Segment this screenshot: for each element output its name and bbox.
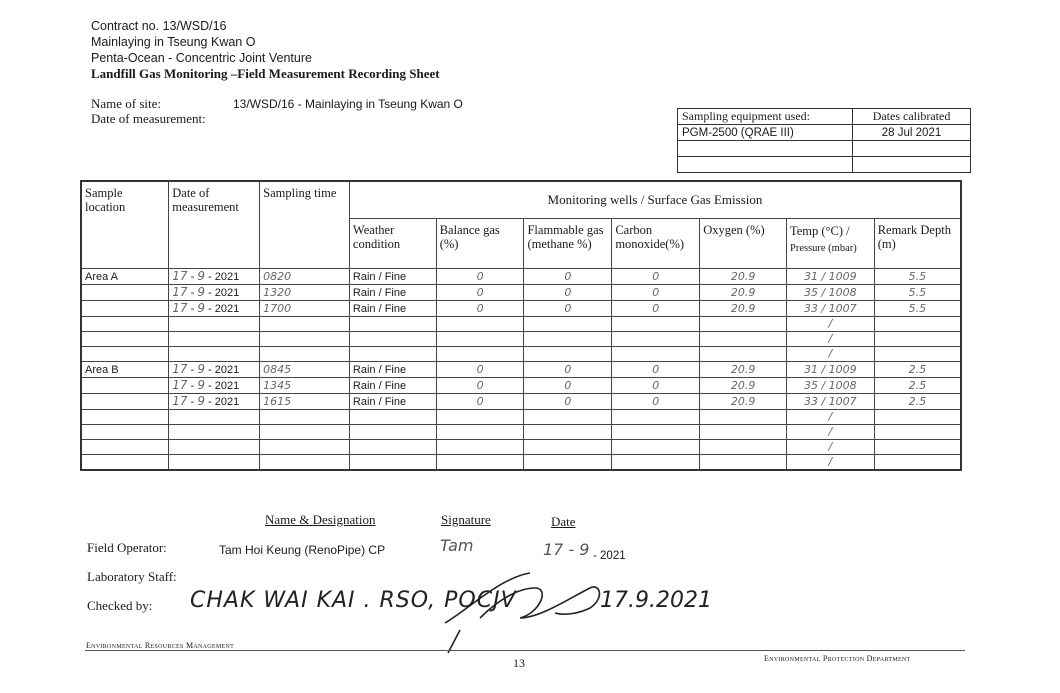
remark-cell: 5.5	[874, 269, 961, 285]
table-row: /	[81, 425, 961, 440]
temp-pressure-cell: 31 / 1009	[786, 269, 874, 285]
time-cell: 1345	[260, 378, 350, 394]
table-row: /	[81, 347, 961, 362]
date-cell: 17 - 9 - 2021	[169, 378, 260, 394]
site-name-label: Name of site:	[91, 96, 162, 111]
weather-cell: Rain / Fine	[349, 301, 436, 317]
date-cell: 17 - 9 - 2021	[169, 285, 260, 301]
checked-by-date: 17.9.2021	[600, 588, 712, 613]
project-name: Mainlaying in Tseung Kwan O	[91, 35, 256, 49]
footer-right: Environmental Protection Department	[764, 654, 911, 663]
table-row	[81, 269, 961, 285]
temp-header: Temp (°C) /	[789, 224, 850, 238]
laboratory-staff-label: Laboratory Staff:	[87, 569, 177, 584]
co-cell: 0	[612, 362, 700, 378]
field-operator-signature: Tam	[440, 536, 474, 555]
oxygen-cell: 20.9	[700, 269, 787, 285]
time-cell: 0845	[260, 362, 350, 378]
footer-rule	[85, 650, 965, 651]
calibrated-col-header: Dates calibrated	[853, 109, 971, 125]
remark-cell: 2.5	[874, 362, 961, 378]
co-cell: 0	[612, 378, 700, 394]
remark-header: Remark Depth (m)	[874, 219, 961, 269]
time-cell: 1700	[260, 301, 350, 317]
table-row	[81, 378, 961, 394]
balance-cell: 0	[436, 362, 524, 378]
area-b-label: Area B	[81, 362, 169, 378]
contract-no: Contract no. 13/WSD/16	[91, 19, 227, 33]
balance-cell: 0	[436, 269, 524, 285]
co-cell: 0	[612, 269, 700, 285]
co-cell: 0	[612, 285, 700, 301]
date-header-signoff: Date	[551, 514, 576, 529]
time-header: Sampling time	[260, 181, 350, 269]
oxygen-cell: 20.9	[700, 378, 787, 394]
measurement-table	[80, 180, 962, 471]
contractor-name: Penta-Ocean - Concentric Joint Venture	[91, 51, 312, 65]
table-row: /	[81, 317, 961, 332]
flammable-cell: 0	[524, 378, 612, 394]
weather-cell: Rain / Fine	[349, 285, 436, 301]
weather-cell: Rain / Fine	[349, 378, 436, 394]
temp-pressure-cell: 35 / 1008	[786, 378, 874, 394]
remark-cell: 5.5	[874, 301, 961, 317]
temp-pressure-cell: 35 / 1008	[786, 285, 874, 301]
balance-cell: 0	[436, 301, 524, 317]
oxygen-header: Oxygen (%)	[700, 219, 787, 269]
oxygen-cell: 20.9	[700, 394, 787, 410]
table-row	[81, 362, 961, 378]
temp-pressure-cell: 33 / 1007	[786, 394, 874, 410]
pressure-header: Pressure (mbar)	[789, 243, 857, 254]
field-operator-year: - 2021	[593, 550, 626, 562]
carbon-monoxide-header: Carbon monoxide(%)	[612, 219, 700, 269]
date-cell: 17 - 9 - 2021	[169, 301, 260, 317]
checked-by-signature	[440, 568, 610, 658]
time-cell: 1320	[260, 285, 350, 301]
equipment-col-header: Sampling equipment used:	[678, 109, 853, 125]
co-cell: 0	[612, 394, 700, 410]
name-designation-header: Name & Designation	[265, 512, 376, 527]
table-row	[81, 301, 961, 317]
flammable-cell: 0	[524, 269, 612, 285]
area-a-label: Area A	[81, 269, 169, 285]
monitoring-group-header: Monitoring wells / Surface Gas Emission	[349, 181, 961, 219]
remark-cell: 5.5	[874, 285, 961, 301]
balance-cell: 0	[436, 378, 524, 394]
date-header: Date of measurement	[169, 181, 260, 269]
footer-left: Environmental Resources Management	[86, 641, 235, 650]
table-row	[81, 394, 961, 410]
signature-header: Signature	[441, 512, 491, 527]
date-cell: 17 - 9 - 2021	[169, 394, 260, 410]
equipment-name: PGM-2500 (QRAE III)	[678, 125, 853, 141]
table-row: /	[81, 440, 961, 455]
remark-cell: 2.5	[874, 394, 961, 410]
equipment-table	[677, 108, 971, 173]
date-cell: 17 - 9 - 2021	[169, 269, 260, 285]
balance-cell: 0	[436, 285, 524, 301]
balance-gas-header: Balance gas (%)	[436, 219, 524, 269]
oxygen-cell: 20.9	[700, 301, 787, 317]
date-of-measurement-label: Date of measurement:	[91, 111, 206, 126]
time-cell: 0820	[260, 269, 350, 285]
checked-by-name: CHAK WAI KAI . RSO, POCJV	[190, 588, 517, 613]
calibration-date: 28 Jul 2021	[853, 125, 971, 141]
sample-location-header: Sample location	[81, 181, 169, 269]
field-operator-name: Tam Hoi Keung (RenoPipe) CP	[219, 543, 386, 557]
field-operator-label: Field Operator:	[87, 540, 167, 555]
flammable-cell: 0	[524, 301, 612, 317]
site-name-value: 13/WSD/16 - Mainlaying in Tseung Kwan O	[233, 97, 463, 111]
oxygen-cell: 20.9	[700, 362, 787, 378]
balance-cell: 0	[436, 394, 524, 410]
page-number: 13	[513, 656, 525, 670]
table-row: /	[81, 332, 961, 347]
checked-by-label: Checked by:	[87, 598, 153, 613]
table-row: /	[81, 410, 961, 425]
date-cell: 17 - 9 - 2021	[169, 362, 260, 378]
flammable-cell: 0	[524, 362, 612, 378]
time-cell: 1615	[260, 394, 350, 410]
temp-pressure-header	[786, 219, 874, 269]
weather-cell: Rain / Fine	[349, 269, 436, 285]
temp-pressure-cell: 33 / 1007	[786, 301, 874, 317]
weather-cell: Rain / Fine	[349, 394, 436, 410]
field-operator-date: 17 - 9	[543, 540, 590, 559]
co-cell: 0	[612, 301, 700, 317]
weather-header: Weather condition	[349, 219, 436, 269]
sheet-title: Landfill Gas Monitoring –Field Measurement Recording Sheet	[91, 66, 440, 81]
oxygen-cell: 20.9	[700, 285, 787, 301]
table-row: /	[81, 455, 961, 471]
weather-cell: Rain / Fine	[349, 362, 436, 378]
table-row	[81, 285, 961, 301]
flammable-cell: 0	[524, 285, 612, 301]
flammable-cell: 0	[524, 394, 612, 410]
remark-cell: 2.5	[874, 378, 961, 394]
temp-pressure-cell: 31 / 1009	[786, 362, 874, 378]
flammable-gas-header: Flammable gas (methane %)	[524, 219, 612, 269]
